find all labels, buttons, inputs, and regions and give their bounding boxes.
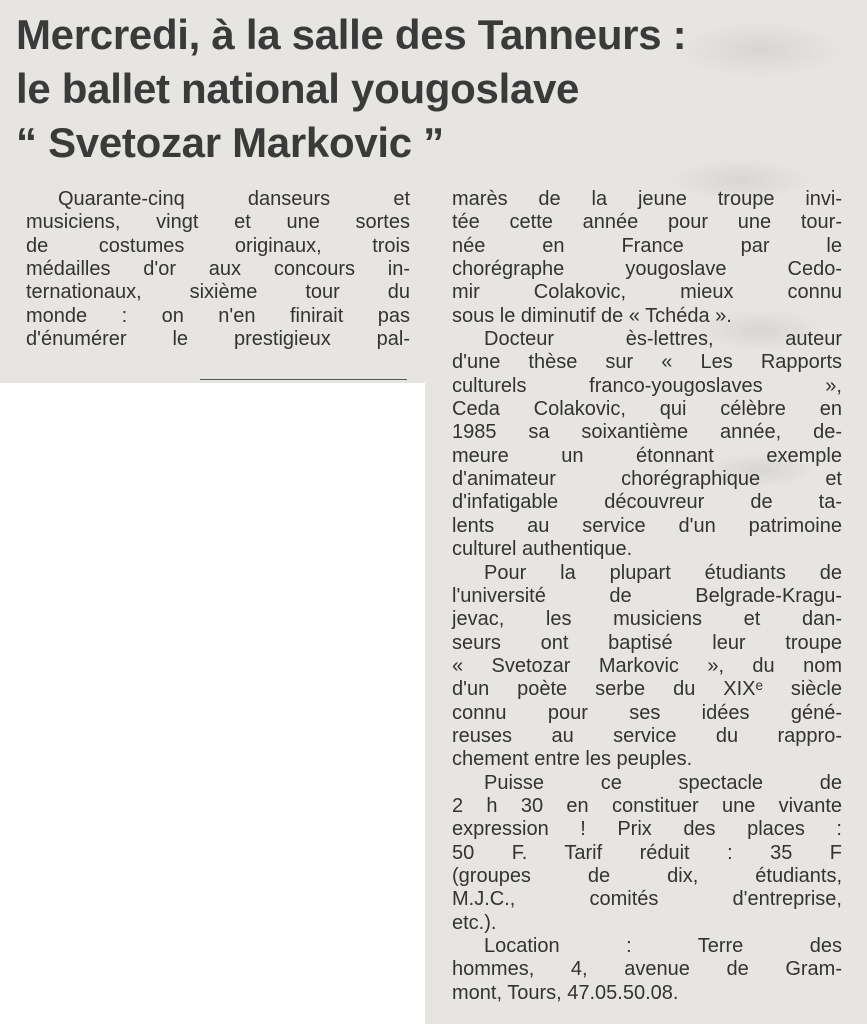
- text-line: sous le diminutif de « Tchéda ».: [452, 304, 732, 327]
- right-column: [452, 188, 842, 1005]
- text-line: marès de la jeune troupe invi-: [452, 188, 842, 210]
- left-column: [26, 188, 410, 351]
- text-line: meure un étonnant exemple: [452, 444, 842, 467]
- text-line: M.J.C., comités d'entreprise,: [452, 888, 842, 911]
- text-line: de costumes originaux, trois: [26, 234, 410, 257]
- text-line: Puisse ce spectacle de: [484, 771, 842, 794]
- text-line: lents au service d'un patrimoine: [452, 514, 842, 537]
- text-line: 1985 sa soixantième année, de-: [452, 421, 842, 444]
- headline: [16, 8, 861, 170]
- headline-line-3: “ Svetozar Markovic ”: [16, 119, 444, 166]
- text-line: « Svetozar Markovic », du nom: [452, 654, 842, 677]
- text-line: née en France par le: [452, 234, 842, 257]
- text-line: médailles d'or aux concours in-: [26, 258, 410, 281]
- headline-line-1: Mercredi, à la salle des Tanneurs :: [16, 11, 687, 58]
- text-line: (groupes de dix, étudiants,: [452, 864, 842, 887]
- text-line: d'énumérer le prestigieux pal-: [26, 328, 410, 351]
- text-line: culturel authentique.: [452, 538, 633, 561]
- text-line: hommes, 4, avenue de Gram-: [452, 958, 842, 981]
- text-line: Ceda Colakovic, qui célèbre en: [452, 398, 842, 421]
- headline-line-2: le ballet national yougoslave: [16, 65, 580, 112]
- text-line: etc.).: [452, 911, 497, 934]
- text-line: chorégraphe yougoslave Cedo-: [452, 258, 842, 281]
- text-line: d'infatigable découvreur de ta-: [452, 491, 842, 514]
- text-line: l'université de Belgrade-Kragu-: [452, 584, 842, 607]
- text-line: monde : on n'en finirait pas: [26, 304, 410, 327]
- text-line: d'animateur chorégraphique et: [452, 468, 842, 491]
- text-line: jevac, les musiciens et dan-: [452, 608, 842, 631]
- column-end-rule: [200, 379, 407, 380]
- text-line: mir Colakovic, mieux connu: [452, 281, 842, 304]
- text-line: 50 F. Tarif réduit : 35 F: [452, 841, 842, 864]
- text-line: Pour la plupart étudiants de: [484, 561, 842, 584]
- text-line: d'un poète serbe du XIXᵉ siècle: [452, 678, 842, 701]
- text-line: culturels franco-yougoslaves »,: [452, 374, 842, 397]
- text-line: tée cette année pour une tour-: [452, 211, 842, 234]
- text-line: 2 h 30 en constituer une vivante: [452, 794, 842, 817]
- text-line: chement entre les peuples.: [452, 748, 693, 771]
- text-line: connu pour ses idées géné-: [452, 701, 842, 724]
- text-line: Docteur ès-lettres, auteur: [484, 328, 842, 351]
- text-line: Location : Terre des: [484, 935, 842, 957]
- text-line: expression ! Prix des places :: [452, 818, 842, 841]
- text-line: Quarante-cinq danseurs et: [58, 188, 410, 210]
- text-line: d'une thèse sur « Les Rapports: [452, 351, 842, 374]
- text-line: musiciens, vingt et une sortes: [26, 211, 410, 234]
- text-line: ternationaux, sixième tour du: [26, 281, 410, 304]
- text-line: reuses au service du rappro-: [452, 724, 842, 747]
- text-line: seurs ont baptisé leur troupe: [452, 631, 842, 654]
- text-line: mont, Tours, 47.05.50.08.: [452, 981, 679, 1004]
